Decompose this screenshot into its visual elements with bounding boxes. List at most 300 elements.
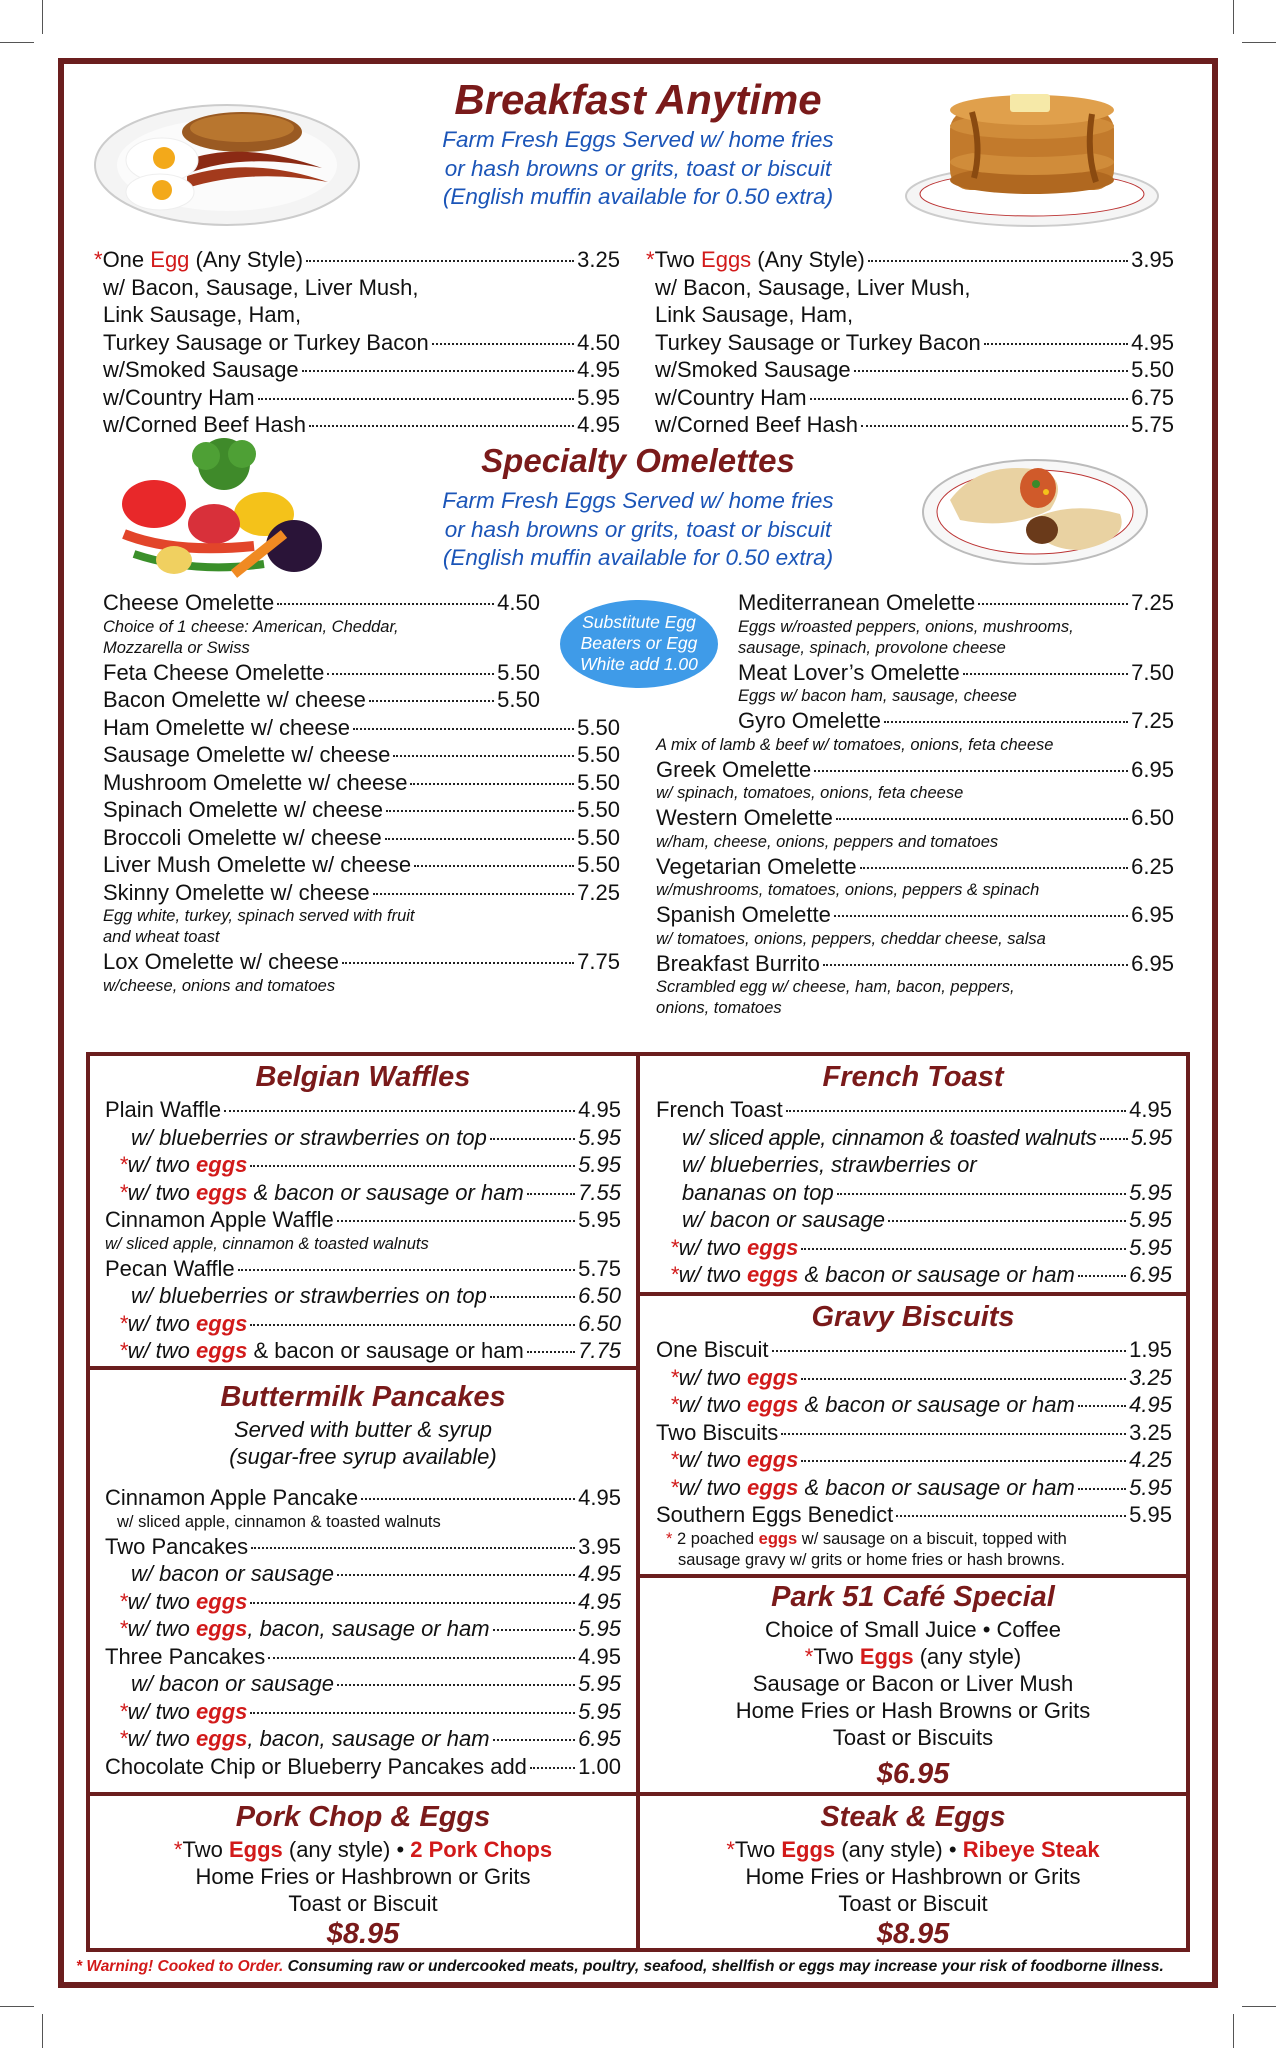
dot-leader <box>224 1110 575 1112</box>
item-name <box>119 1151 247 1179</box>
item-name: w/Country Ham <box>655 384 807 410</box>
dot-leader <box>814 770 1128 772</box>
item-note: Choice of 1 cheese: American, Cheddar, <box>103 617 399 636</box>
menu-item <box>646 356 1174 384</box>
dot-leader <box>854 370 1129 372</box>
item-name: (Any Style) <box>751 247 865 272</box>
badge-line: Beaters or Egg <box>580 633 698 653</box>
menu-item <box>103 796 620 824</box>
item-note: Scrambled egg w/ cheese, ham, bacon, peppers, <box>656 978 1015 996</box>
menu-item <box>656 1391 1172 1419</box>
dot-leader <box>868 260 1128 262</box>
dot-leader <box>250 1602 575 1604</box>
menu-item <box>103 741 620 769</box>
menu-item <box>646 411 1174 439</box>
egg-highlight: eggs <box>196 1152 248 1177</box>
asterisk: * <box>670 1234 679 1260</box>
egg-highlight: eggs <box>747 1392 799 1417</box>
section-title: Gravy Biscuits <box>811 1301 1015 1333</box>
item-name: Mushroom Omelette w/ cheese <box>103 769 408 795</box>
section-subtitle: Served with butter & syrup <box>233 1417 492 1442</box>
omelettes-title: Specialty Omelettes <box>481 442 795 479</box>
menu-item <box>103 589 540 617</box>
text-fragment: w/ two <box>678 1447 748 1472</box>
header-subtitle <box>0 126 1276 212</box>
subtitle-line: Farm Fresh Eggs Served w/ home fries <box>442 488 834 513</box>
item-price: 4.50 <box>577 329 620 355</box>
text-fragment: w/ two <box>127 1179 197 1205</box>
asterisk: * <box>670 1447 679 1472</box>
dot-leader <box>810 398 1129 400</box>
text-fragment: Two <box>813 1644 860 1669</box>
egg-highlight: Eggs <box>781 1837 836 1862</box>
menu-item <box>105 1725 621 1753</box>
subtitle-line: (English muffin available for 0.50 extra) <box>442 545 834 570</box>
pork-chop-box <box>86 1792 640 1952</box>
item-name: Bacon Omelette w/ cheese <box>103 687 366 712</box>
dot-leader <box>801 1460 1126 1462</box>
special-price: $6.95 <box>876 1758 950 1790</box>
text-fragment: Two <box>182 1837 229 1862</box>
text-fragment: (any style) • <box>282 1837 411 1862</box>
crop-mark <box>42 2014 43 2048</box>
item-note: Eggs w/ bacon ham, sausage, cheese <box>738 687 1017 705</box>
item-price: 6.50 <box>578 1310 621 1336</box>
text-fragment: w/ two <box>678 1234 748 1260</box>
special-line: Home Fries or Hashbrown or Grits <box>745 1864 1081 1889</box>
dot-leader <box>834 915 1128 917</box>
dot-leader <box>369 700 494 702</box>
menu-item <box>105 1533 621 1561</box>
menu-item <box>646 329 1174 357</box>
asterisk: * <box>119 1179 128 1205</box>
item-price: 6.95 <box>1129 1262 1172 1287</box>
dot-leader <box>361 1498 575 1500</box>
item-price: 6.75 <box>1131 384 1174 410</box>
egg-highlight: eggs <box>196 1179 248 1205</box>
menu-item <box>105 1670 621 1698</box>
menu-item <box>105 1698 621 1726</box>
item-name: Three Pancakes <box>105 1643 266 1669</box>
dot-leader <box>432 343 574 345</box>
item-name: Ham Omelette w/ cheese <box>103 714 350 740</box>
item-name: Meat Lover’s Omelette <box>738 659 960 685</box>
asterisk: * <box>670 1262 679 1287</box>
crop-mark <box>1233 2014 1234 2048</box>
menu-item <box>656 1446 1172 1474</box>
item-price: 4.50 <box>497 590 540 615</box>
menu-item <box>103 948 620 976</box>
dot-leader <box>1100 1138 1128 1140</box>
item-name: Turkey Sausage or Turkey Bacon <box>655 329 981 355</box>
item-price: 5.95 <box>578 1616 621 1641</box>
asterisk: * <box>670 1392 679 1417</box>
item-name <box>670 1261 1075 1289</box>
page-title: Breakfast Anytime <box>454 76 822 123</box>
item-note: w/ spinach, tomatoes, onions, feta cheese <box>656 784 964 802</box>
egg-highlight: eggs <box>747 1474 799 1500</box>
item-name: Spinach Omelette w/ cheese <box>103 797 384 822</box>
item-name: w/ bacon or sausage <box>131 1561 335 1586</box>
menu-item <box>105 1151 621 1179</box>
item-note: sausage gravy w/ grits or home fries or hash browns. <box>678 1550 1066 1569</box>
item-price: 4.95 <box>578 1643 621 1669</box>
item-price: 5.50 <box>577 824 620 850</box>
asterisk: * <box>670 1474 679 1500</box>
item-name <box>119 1615 490 1643</box>
item-note: w/mushrooms, tomatoes, onions, peppers & spinach <box>656 881 1040 899</box>
warning-text: Consuming raw or undercooked meats, poultry, seafood, shellfish or eggs may increase your risk of foodborne illness. <box>283 1958 1164 1975</box>
special-line <box>90 1836 636 1863</box>
menu-item <box>94 356 620 384</box>
section-title: Belgian Waffles <box>255 1061 471 1093</box>
subtitle-line: (English muffin available for 0.50 extra) <box>442 184 834 209</box>
dot-leader <box>393 755 574 757</box>
egg-highlight: eggs <box>747 1262 799 1287</box>
text-fragment: & bacon or sausage or ham <box>247 1338 524 1363</box>
item-name <box>670 1446 798 1474</box>
item-note: w/cheese, onions and tomatoes <box>103 976 336 995</box>
text-fragment: & bacon or sausage or ham <box>798 1474 1075 1500</box>
item-price: 5.50 <box>577 769 620 795</box>
item-price: 6.50 <box>1131 805 1174 830</box>
item-price: 5.95 <box>578 1671 621 1696</box>
menu-item <box>656 1124 1172 1152</box>
crop-mark <box>0 42 34 43</box>
item-name: Sausage Omelette w/ cheese <box>103 742 391 767</box>
item-name: Cheese Omelette <box>103 590 275 615</box>
dot-leader <box>984 343 1128 345</box>
subtitle-line: or hash browns or grits, toast or biscuit <box>444 516 832 542</box>
egg-highlight: eggs <box>196 1616 248 1641</box>
item-price: 4.95 <box>1131 329 1174 355</box>
item-note: w/ham, cheese, onions, peppers and tomatoes <box>656 832 999 851</box>
dot-leader <box>258 398 575 400</box>
dot-leader <box>250 1324 575 1326</box>
item-name: Liver Mush Omelette w/ cheese <box>103 852 412 877</box>
text-fragment: Two <box>734 1837 782 1862</box>
menu-item <box>656 950 1174 978</box>
dot-leader <box>896 1515 1126 1517</box>
egg-highlight: eggs <box>747 1364 799 1390</box>
item-name: One Biscuit <box>656 1337 769 1362</box>
dot-leader <box>493 1629 576 1631</box>
item-price: 4.95 <box>578 1588 621 1614</box>
item-price: 5.75 <box>578 1255 621 1281</box>
crop-mark <box>1233 0 1234 34</box>
special-line: Toast or Biscuit <box>838 1891 988 1916</box>
two-eggs-section <box>646 246 1174 439</box>
item-price: 4.95 <box>578 1097 621 1122</box>
menu-item <box>105 1179 621 1207</box>
asterisk: * <box>666 1529 678 1548</box>
special-line: Toast or Biscuit <box>288 1891 438 1916</box>
text-fragment: w/ two <box>127 1152 197 1177</box>
menu-item <box>94 384 620 412</box>
gravy-biscuits-box <box>636 1292 1190 1578</box>
special-line: Choice of Small Juice • Coffee <box>765 1617 1061 1642</box>
egg-highlight: Eggs <box>228 1837 283 1862</box>
dot-leader <box>978 603 1128 605</box>
item-price: 5.95 <box>577 384 620 410</box>
egg-highlight: eggs <box>758 1529 798 1548</box>
egg-highlight: eggs <box>196 1726 248 1751</box>
text-fragment: w/ two <box>127 1588 197 1614</box>
dot-leader <box>781 1433 1126 1435</box>
dot-leader <box>309 425 574 427</box>
item-note: sausage, spinach, provolone cheese <box>738 638 1006 657</box>
text-fragment: w/ two <box>678 1262 748 1287</box>
dot-leader <box>530 1767 575 1769</box>
item-name: Cinnamon Apple Pancake <box>105 1485 359 1510</box>
asterisk: * <box>119 1152 128 1177</box>
item-name: Spanish Omelette <box>656 902 831 927</box>
dot-leader <box>250 1165 575 1167</box>
item-price: 3.95 <box>578 1533 621 1559</box>
item-price: 6.25 <box>1131 853 1174 879</box>
dot-leader <box>342 962 574 964</box>
item-price: 6.95 <box>1131 756 1174 782</box>
menu-item <box>105 1282 621 1310</box>
text-fragment: w/ two <box>127 1726 197 1751</box>
one-egg-section <box>94 246 620 439</box>
park51-special-box <box>636 1574 1190 1796</box>
dot-leader <box>1078 1488 1126 1490</box>
item-price: 7.25 <box>577 879 620 905</box>
dot-leader <box>837 1193 1126 1195</box>
item-price: 4.95 <box>1129 1097 1172 1122</box>
menu-item <box>656 589 1174 617</box>
dot-leader <box>373 893 575 895</box>
item-note: w/ tomatoes, onions, peppers, cheddar cheese, salsa <box>656 929 1046 948</box>
item-price: 4.95 <box>578 1485 621 1510</box>
egg-highlight: eggs <box>196 1338 248 1363</box>
text-fragment: w/ two <box>678 1392 748 1417</box>
subtitle-line: or hash browns or grits, toast or biscuit <box>444 155 832 181</box>
menu-item <box>656 756 1174 784</box>
text-fragment: w/ two <box>127 1310 197 1336</box>
text-fragment: (any style) <box>913 1644 1022 1669</box>
egg-highlight: eggs <box>196 1310 248 1336</box>
menu-item <box>94 329 620 357</box>
french-toast-box <box>636 1052 1190 1296</box>
item-name: Pecan Waffle <box>105 1255 235 1281</box>
dot-leader <box>1078 1275 1126 1277</box>
item-name: French Toast <box>656 1097 783 1122</box>
egg-highlight: eggs <box>747 1234 799 1260</box>
menu-item <box>656 901 1174 929</box>
item-name: Lox Omelette w/ cheese <box>103 949 340 974</box>
item-price: 5.95 <box>578 1207 621 1232</box>
item-name: bananas on top <box>682 1179 834 1205</box>
item-price: 6.95 <box>1131 950 1174 976</box>
item-name: w/ blueberries or strawberries on top <box>131 1283 487 1308</box>
item-note: Egg white, turkey, spinach served with fruit <box>103 907 415 925</box>
item-note <box>656 1529 1172 1550</box>
item-name: Skinny Omelette w/ cheese <box>103 879 370 905</box>
menu-item <box>656 1501 1172 1529</box>
asterisk: * <box>119 1726 128 1751</box>
menu-item <box>656 853 1174 881</box>
item-name <box>670 1474 1075 1502</box>
item-price: 5.95 <box>578 1698 621 1724</box>
item-price: 3.25 <box>1129 1364 1172 1390</box>
item-price: 7.50 <box>1131 659 1174 685</box>
item-name: w/ bacon or sausage <box>131 1671 335 1696</box>
dot-leader <box>306 260 574 262</box>
item-name: w/Corned Beef Hash <box>655 412 858 437</box>
item-price: 6.50 <box>578 1283 621 1308</box>
item-line: w/ Bacon, Sausage, Liver Mush, <box>103 274 419 300</box>
item-name: Feta Cheese Omelette <box>103 659 325 685</box>
item-price: 5.95 <box>1129 1502 1172 1527</box>
item-price: 5.50 <box>577 714 620 740</box>
asterisk: * <box>119 1588 128 1614</box>
dot-leader <box>963 673 1128 675</box>
text-fragment: w/ two <box>127 1616 197 1641</box>
dot-leader <box>277 603 494 605</box>
asterisk: * <box>646 247 655 272</box>
dot-leader <box>385 838 574 840</box>
section-subtitle: (sugar-free syrup available) <box>229 1444 497 1469</box>
menu-item <box>646 246 1174 274</box>
egg-highlight: eggs <box>196 1698 248 1724</box>
text-fragment: & bacon or sausage or ham <box>247 1179 524 1205</box>
menu-item <box>105 1337 621 1365</box>
item-line: Link Sausage, Ham, <box>655 302 854 327</box>
special-line: Home Fries or Hashbrown or Grits <box>195 1864 531 1889</box>
menu-item <box>103 851 620 879</box>
dot-leader <box>888 1220 1126 1222</box>
menu-item <box>656 1419 1172 1447</box>
item-name: w/Country Ham <box>103 384 255 410</box>
item-name <box>670 1364 798 1392</box>
menu-item <box>105 1588 621 1616</box>
item-name <box>119 1725 490 1753</box>
item-note: Mozzarella or Swiss <box>103 638 250 657</box>
dot-leader <box>410 783 574 785</box>
item-name: One <box>102 247 151 272</box>
asterisk: * <box>119 1698 128 1724</box>
asterisk: * <box>670 1364 679 1390</box>
item-price: 7.75 <box>577 949 620 974</box>
menu-item <box>646 384 1174 412</box>
menu-item <box>103 879 620 907</box>
egg-highlight: Ribeye Steak <box>962 1837 1100 1862</box>
badge-line: White add 1.00 <box>580 654 698 674</box>
item-price: 5.50 <box>577 852 620 877</box>
menu-item <box>105 1124 621 1152</box>
item-price: 4.95 <box>578 1561 621 1586</box>
item-name: w/ sliced apple, cinnamon & toasted walnuts <box>682 1124 1097 1150</box>
omelettes-subtitle <box>0 487 1276 573</box>
dot-leader <box>250 1712 575 1714</box>
item-name: (Any Style) <box>189 247 304 272</box>
text-fragment: w/ two <box>127 1698 197 1724</box>
warning-label: * Warning! Cooked to Order. <box>76 1958 284 1975</box>
item-name: Two Biscuits <box>656 1419 779 1445</box>
dot-leader <box>861 425 1128 427</box>
item-price: 4.25 <box>1129 1447 1172 1472</box>
text-fragment: w/ sausage on a biscuit, topped with <box>797 1529 1067 1548</box>
menu-item <box>105 1643 621 1671</box>
menu-item <box>656 1096 1172 1124</box>
item-price: 5.50 <box>577 797 620 822</box>
asterisk: * <box>726 1837 735 1862</box>
section-title: Buttermilk Pancakes <box>220 1381 506 1413</box>
special-line: Toast or Biscuits <box>832 1725 994 1750</box>
dot-leader <box>836 818 1128 820</box>
section-title: French Toast <box>822 1061 1004 1093</box>
dot-leader <box>337 1220 575 1222</box>
item-name: Vegetarian Omelette <box>656 853 857 879</box>
menu-item <box>103 659 540 687</box>
item-price: 5.50 <box>497 687 540 712</box>
dot-leader <box>337 1574 575 1576</box>
item-name: w/Corned Beef Hash <box>103 412 306 437</box>
omelettes-left <box>103 589 620 997</box>
item-price: 4.95 <box>577 357 620 382</box>
dot-leader <box>801 1378 1126 1380</box>
item-line: w/ Bacon, Sausage, Liver Mush, <box>655 274 971 300</box>
item-price: 7.55 <box>578 1179 621 1205</box>
menu-item <box>105 1753 621 1781</box>
dot-leader <box>353 728 574 730</box>
item-name: Chocolate Chip or Blueberry Pancakes add <box>105 1753 527 1779</box>
dot-leader <box>527 1193 575 1195</box>
dot-leader <box>786 1110 1126 1112</box>
dot-leader <box>251 1547 575 1549</box>
item-name: Plain Waffle <box>105 1097 222 1122</box>
menu-item <box>105 1255 621 1283</box>
item-note: A mix of lamb & beef w/ tomatoes, onions, feta cheese <box>656 735 1054 754</box>
item-price: 1.95 <box>1129 1337 1172 1362</box>
item-price: 7.25 <box>1131 708 1174 733</box>
steak-eggs-box <box>636 1792 1190 1952</box>
special-price: $8.95 <box>326 1918 400 1950</box>
food-warning <box>76 1958 1164 1976</box>
menu-item <box>94 246 620 274</box>
item-line: w/ blueberries, strawberries or <box>682 1152 977 1177</box>
menu-item <box>656 804 1174 832</box>
egg-highlight: eggs <box>747 1447 799 1472</box>
item-price: 7.25 <box>1131 590 1174 615</box>
belgian-waffles-box <box>86 1052 640 1370</box>
dot-leader <box>386 810 574 812</box>
item-name <box>119 1179 524 1207</box>
item-name: Cinnamon Apple Waffle <box>105 1207 334 1232</box>
item-price: 5.95 <box>578 1152 621 1177</box>
item-name: Western Omelette <box>656 805 833 830</box>
dot-leader <box>490 1296 575 1298</box>
text-fragment: , bacon, sausage or ham <box>247 1726 490 1751</box>
menu-item <box>105 1615 621 1643</box>
dot-leader <box>527 1351 575 1353</box>
item-name: Gyro Omelette <box>738 708 882 733</box>
special-line: Sausage or Bacon or Liver Mush <box>752 1671 1074 1696</box>
egg-highlight: Egg <box>150 247 190 272</box>
menu-item <box>656 707 1174 735</box>
omelettes-right <box>656 589 1174 1019</box>
menu-item <box>105 1560 621 1588</box>
item-name: w/Smoked Sausage <box>103 357 299 382</box>
item-price: 5.50 <box>577 742 620 767</box>
menu-item <box>105 1484 621 1512</box>
special-line <box>640 1836 1186 1863</box>
item-name <box>646 246 865 274</box>
crop-mark <box>1242 2006 1276 2007</box>
dot-leader <box>490 1138 575 1140</box>
